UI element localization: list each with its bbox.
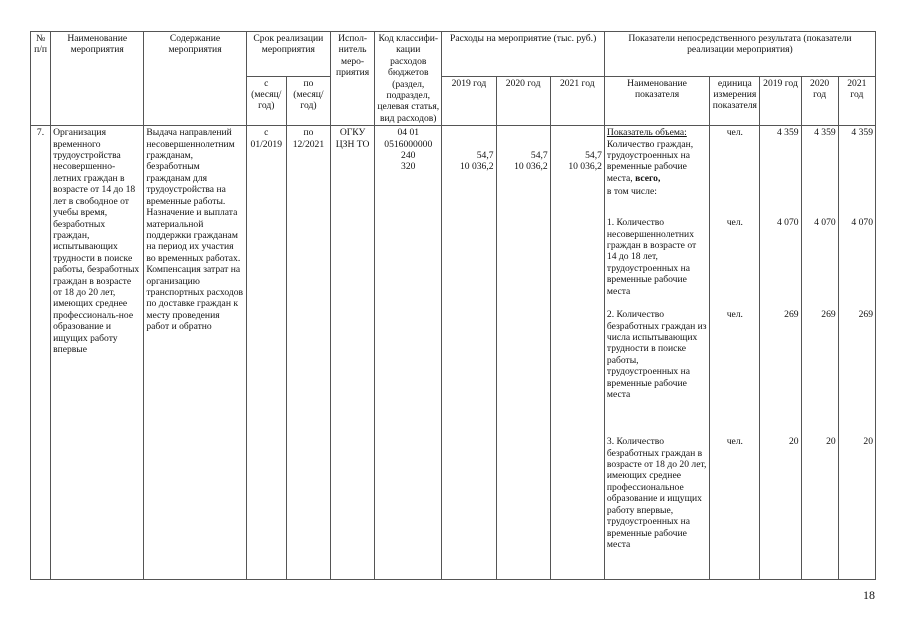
ind-title: Показатель объема: [606, 127, 687, 139]
code-target: 0516000000 [384, 138, 433, 150]
exp-2019-b: 10 036,2 [459, 161, 494, 173]
row-code [375, 126, 442, 580]
v-main-2020: 4 359 [814, 127, 836, 139]
header-ind-2021: 2021 год [838, 76, 875, 126]
row-exp-2019 [442, 126, 496, 580]
v3-2020: 20 [826, 436, 836, 448]
row-ind-2019 [760, 126, 801, 580]
page-number: 18 [863, 588, 875, 602]
row-executor: ОГКУ ЦЗН ТО [331, 126, 375, 580]
header-ind-unit: единица измерения показателя [710, 76, 760, 126]
header-exp-2021: 2021 год [550, 76, 604, 126]
row-ind-2021 [838, 126, 875, 580]
header-name: Наименование мероприятия [51, 32, 144, 126]
header-code: Код классифи-кации расходов бюджетов (раздел, подраздел, целевая статья, вид расходов) [375, 32, 442, 126]
row-indicators [604, 126, 709, 580]
header-num: № п/п [31, 32, 51, 126]
exp-2021-b: 10 036,2 [568, 161, 602, 173]
header-ind-2020: 2020 год [801, 76, 838, 126]
code-kind-2: 320 [401, 161, 416, 173]
unit-2: чел. [726, 309, 743, 321]
ind-main: Количество граждан, трудоустроенных на временные рабочие места, [606, 138, 694, 184]
v3-2021: 20 [863, 436, 873, 448]
header-exp-2019: 2019 год [442, 76, 496, 126]
row-ind-2020 [801, 126, 838, 580]
row-name: Организация временного трудоустройства несовершенно-летних граждан в возрасте от 14 до 18 лет в свободное от учебы время, безработных граждан, испытывающих трудности в поиске работы, безработных граждан в возрасте от 18 до 20 лет, имеющих среднее профессиональ-ное образование и ищущих работу впервые [51, 126, 144, 580]
header-expenses: Расходы на мероприятие (тыс. руб.) [442, 32, 605, 77]
ind-1: 1. Количество несовершеннолетних граждан в возрасте от 14 до 18 лет, трудоустроенных на временные рабочие места [606, 217, 697, 297]
ind-main-bold: всего, [635, 172, 661, 184]
exp-2020-b: 10 036,2 [514, 161, 548, 173]
exp-2020-a: 54,7 [530, 150, 548, 162]
v3-2019: 20 [788, 436, 799, 448]
header-term-from: с (месяц/ год) [246, 76, 286, 126]
row-units [710, 126, 760, 580]
code-kind-1: 240 [401, 150, 416, 162]
unit-1: чел. [726, 217, 743, 229]
ind-2: 2. Количество безработных граждан из числа испытывающих трудности в поиске работы, трудоустроенных на временные рабочие места [606, 309, 707, 401]
activity-table [30, 31, 876, 580]
ind-including: в том числе: [606, 186, 657, 198]
header-exp-2020: 2020 год [496, 76, 550, 126]
exp-2019-a: 54,7 [476, 150, 494, 162]
unit-3: чел. [726, 436, 743, 448]
v1-2020: 4 070 [814, 217, 836, 229]
row-num: 7. [31, 126, 51, 580]
v-main-2019: 4 359 [776, 127, 799, 139]
v2-2020: 269 [821, 309, 836, 321]
v2-2019: 269 [784, 309, 799, 321]
header-indicators: Показатели непосредственного результата (показатели реализации мероприятия) [604, 32, 875, 77]
row-content: Выдача направлений несовершеннолетним гражданам, безработным гражданам для трудоустройства на временные работы. Назначение и выплата материальной поддержки гражданам на период их участия во временных работах. Компенсация затрат на организацию транспортных расходов по доставке граждан к месту проведения работ и обратно [144, 126, 246, 580]
v1-2021: 4 070 [851, 217, 873, 229]
header-ind-2019: 2019 год [760, 76, 801, 126]
row-exp-2021 [550, 126, 604, 580]
header-term: Срок реализации мероприятия [246, 32, 330, 77]
v1-2019: 4 070 [776, 217, 799, 229]
header-executor: Испол-нитель меро-приятия [331, 32, 375, 126]
exp-2021-a: 54,7 [585, 150, 602, 162]
row-exp-2020 [496, 126, 550, 580]
code-section: 04 01 [397, 127, 420, 139]
v2-2021: 269 [858, 309, 873, 321]
row-from: с 01/2019 [246, 126, 286, 580]
header-term-to: по (месяц/ год) [286, 76, 330, 126]
row-to: по 12/2021 [286, 126, 330, 580]
v-main-2021: 4 359 [851, 127, 873, 139]
unit-main: чел. [726, 127, 743, 139]
ind-3: 3. Количество безработных граждан в возрасте от 18 до 20 лет, имеющих среднее профессиональное образование и ищущих работу впервые, трудоустроенных на временные рабочие места [606, 436, 707, 550]
header-ind-name: Наименование показателя [604, 76, 709, 126]
header-content: Содержание мероприятия [144, 32, 246, 126]
